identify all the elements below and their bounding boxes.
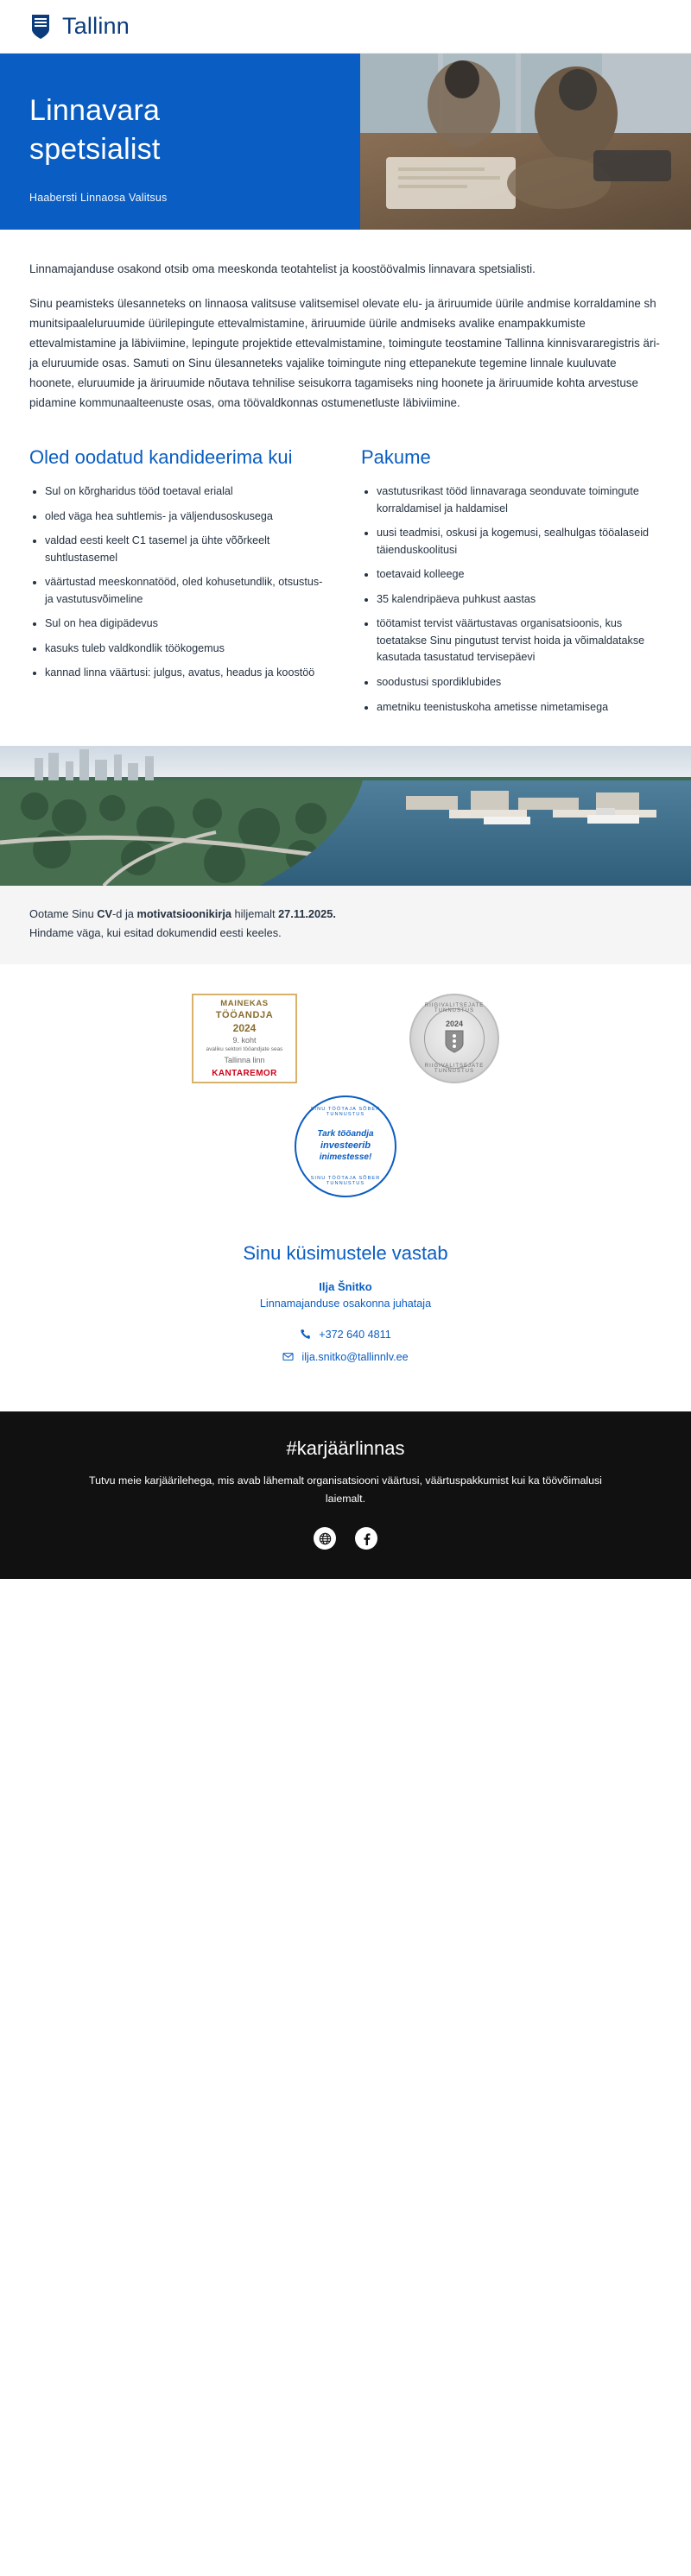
- seal-inner: [424, 1008, 485, 1069]
- kantar-award-badge: [192, 994, 297, 1083]
- deadline-cv-bold: CV: [97, 907, 113, 921]
- list-item: • töötamist tervist väärtustavas organisatsioonis, kus toetatakse Sinu pingutust tervist hoida ja võimaldatakse kasutada tasustatud tervisepäevi: [377, 616, 662, 666]
- site-footer: [0, 1411, 691, 1580]
- list-item: • ametniku teenistuskoha ametisse nimetamisega: [377, 699, 662, 717]
- list-item: • oled väga hea suhtlemis- ja väljendusoskusega: [45, 508, 330, 526]
- list-item: • soodustusi spordiklubides: [377, 674, 662, 691]
- globe-icon[interactable]: [314, 1527, 336, 1550]
- city-photo: [0, 746, 691, 886]
- deadline-text-a: Ootame Sinu: [29, 907, 98, 921]
- job-title-line-2: spetsialist: [29, 132, 161, 166]
- list-item: • Sul on kõrgharidus tööd toetaval erialal: [45, 483, 330, 501]
- hero-banner: [0, 54, 691, 230]
- list-item: • kasuks tuleb valdkondlik töökogemus: [45, 641, 330, 658]
- deadline-date-bold: 27.11.2025.: [278, 907, 336, 921]
- contact-name: Ilja Šnitko: [319, 1279, 372, 1293]
- kantar-brand-accent: EMOR: [250, 1068, 277, 1078]
- tark-line-2: investeerib: [320, 1140, 371, 1151]
- seal-year: 2024: [445, 1019, 464, 1028]
- awards-row-2: [295, 1095, 396, 1197]
- offer-title: Pakume: [361, 446, 431, 469]
- list-item: • kannad linna väärtusi: julgus, avatus, headus ja koostöö: [45, 665, 330, 682]
- hero-text-block: [0, 54, 360, 230]
- social-links: [29, 1527, 662, 1550]
- deadline-block: [0, 886, 691, 964]
- seal-arc-bottom: RIIGIVALITSEJATE TUNNUSTUS: [424, 1063, 485, 1074]
- contact-email[interactable]: [29, 1351, 662, 1363]
- awards-section: [0, 964, 691, 1206]
- deadline-text-c: hiljemalt: [231, 907, 279, 921]
- intro-paragraph-2: Sinu peamisteks ülesanneteks on linnaosa valitsuse valitsemisel olevate elu- ja äriruumide üürile andmise korraldamine sh munitsipaaleluruumide üürilepingute ettevalmistamine, äriruumide üürile andmiseks avalike enampakkumiste ettevalmistamine ja läbiviimine, lepingute projektide ettevalmistamine, toimingute teostamine Tallinna kinnisvararegistris äri- ja eluruumide osas. Samuti on Sinu ülesanneteks vajalike toimingute ning ettepanekute tegemine linnale kuuluvate hoonete, eluruumide ja äriruumide nõutava tehnilise seisukorra tagamiseks ning hoonete ja äriruumide kohta arvestuse pidamine kommunaalteenuste osas, oma töövaldkonnas ostumenetluste läbiviimine.: [29, 297, 660, 410]
- offer-column: [361, 445, 662, 723]
- intro-paragraph-1: Linnamajanduse osakond otsib oma meeskonda teotahtelist ja koostöövalmis linnavara spetsialisti.: [29, 262, 536, 275]
- kantar-rank: 9. koht: [232, 1036, 257, 1045]
- contact-email-text: ilja.snitko@tallinnlv.ee: [301, 1350, 409, 1363]
- career-hashtag: #karjäärlinnas: [286, 1436, 405, 1459]
- kantar-caption: avaliku sektori tööandjate seas: [206, 1046, 283, 1053]
- list-item: • toetavaid kolleege: [377, 566, 662, 584]
- facebook-icon[interactable]: [355, 1527, 377, 1550]
- requirements-list: [29, 483, 330, 682]
- envelope-icon: [282, 1351, 294, 1362]
- phone-icon: [300, 1329, 311, 1340]
- requirements-offer-columns: [0, 427, 691, 723]
- deadline-text-b: -d ja: [112, 907, 137, 921]
- contact-section: [0, 1206, 691, 1411]
- requirements-title: Oled oodatud kandideerima kui: [29, 446, 293, 469]
- deadline-line-1: [29, 905, 662, 924]
- deadline-line-2: Hindame väga, kui esitad dokumendid eesti keeles.: [29, 926, 282, 940]
- list-item: • valdad eesti keelt C1 tasemel ja ühte võõrkeelt suhtlustasemel: [45, 533, 330, 566]
- awards-row-1: [192, 994, 499, 1083]
- job-title-line-1: Linnavara: [29, 94, 161, 127]
- list-item: • väärtustad meeskonnatööd, oled kohusetundlik, otsustus-ja vastutusvõimeline: [45, 574, 330, 608]
- seal-arc-top: RIIGIVALITSEJATE TUNNUSTUS: [424, 1002, 485, 1013]
- hero-subtitle: Haabersti Linnaosa Valitsus: [29, 191, 168, 204]
- state-seal-icon: [445, 1030, 464, 1058]
- kantar-brand-main: KANTAR: [212, 1068, 250, 1078]
- tark-inner: [317, 1129, 373, 1163]
- contact-title: Sinu küsimustele vastab: [243, 1241, 448, 1264]
- list-item: • 35 kalendripäeva puhkust aastas: [377, 591, 662, 609]
- list-item: • vastutusrikast tööd linnavaraga seonduvate toimingute korraldamisel ja haldamisel: [377, 483, 662, 517]
- tark-tooandja-badge: [295, 1095, 396, 1197]
- tark-arc-bottom: SINU TÖÖTAJA SÕBER TUNNUSTUS: [310, 1175, 381, 1186]
- contact-role: Linnamajanduse osakonna juhataja: [259, 1297, 432, 1310]
- tark-line-3: inimestesse!: [319, 1152, 372, 1162]
- footer-description: Tutvu meie karjäärilehega, mis avab lähemalt organisatsiooni väärtusi, väärtuspakkumist kui ka töövõimalusi laiemalt.: [89, 1474, 602, 1506]
- tallinn-logo[interactable]: [29, 13, 130, 40]
- contact-phone-text: +372 640 4811: [319, 1328, 391, 1341]
- list-item: • uusi teadmisi, oskusi ja kogemusi, sealhulgas tööalaseid täienduskoolitusi: [377, 525, 662, 559]
- kantar-org: Tallinna linn: [224, 1055, 265, 1064]
- contact-phone[interactable]: [29, 1329, 662, 1341]
- requirements-column: [29, 445, 330, 723]
- tark-arc-top: SINU TÖÖTAJA SÕBER TUNNUSTUS: [310, 1106, 381, 1117]
- kantar-brand: [212, 1069, 276, 1078]
- tark-line-1: Tark tööandja: [317, 1129, 374, 1140]
- tallinn-crest-icon: [29, 14, 52, 40]
- list-item: • Sul on hea digipädevus: [45, 616, 330, 633]
- offer-list: [361, 483, 662, 716]
- tallinn-logo-text: Tallinn: [62, 13, 130, 39]
- intro-section: [0, 230, 691, 413]
- site-header: [0, 0, 691, 54]
- deadline-motivation-bold: motivatsioonikirja: [136, 907, 231, 921]
- kantar-year: 2024: [232, 1022, 257, 1035]
- kantar-line-2: TÖÖANDJA: [215, 1010, 274, 1021]
- state-seal-badge: [409, 994, 499, 1083]
- kantar-line-1: MAINEKAS: [220, 999, 269, 1009]
- hero-photo: [360, 54, 691, 230]
